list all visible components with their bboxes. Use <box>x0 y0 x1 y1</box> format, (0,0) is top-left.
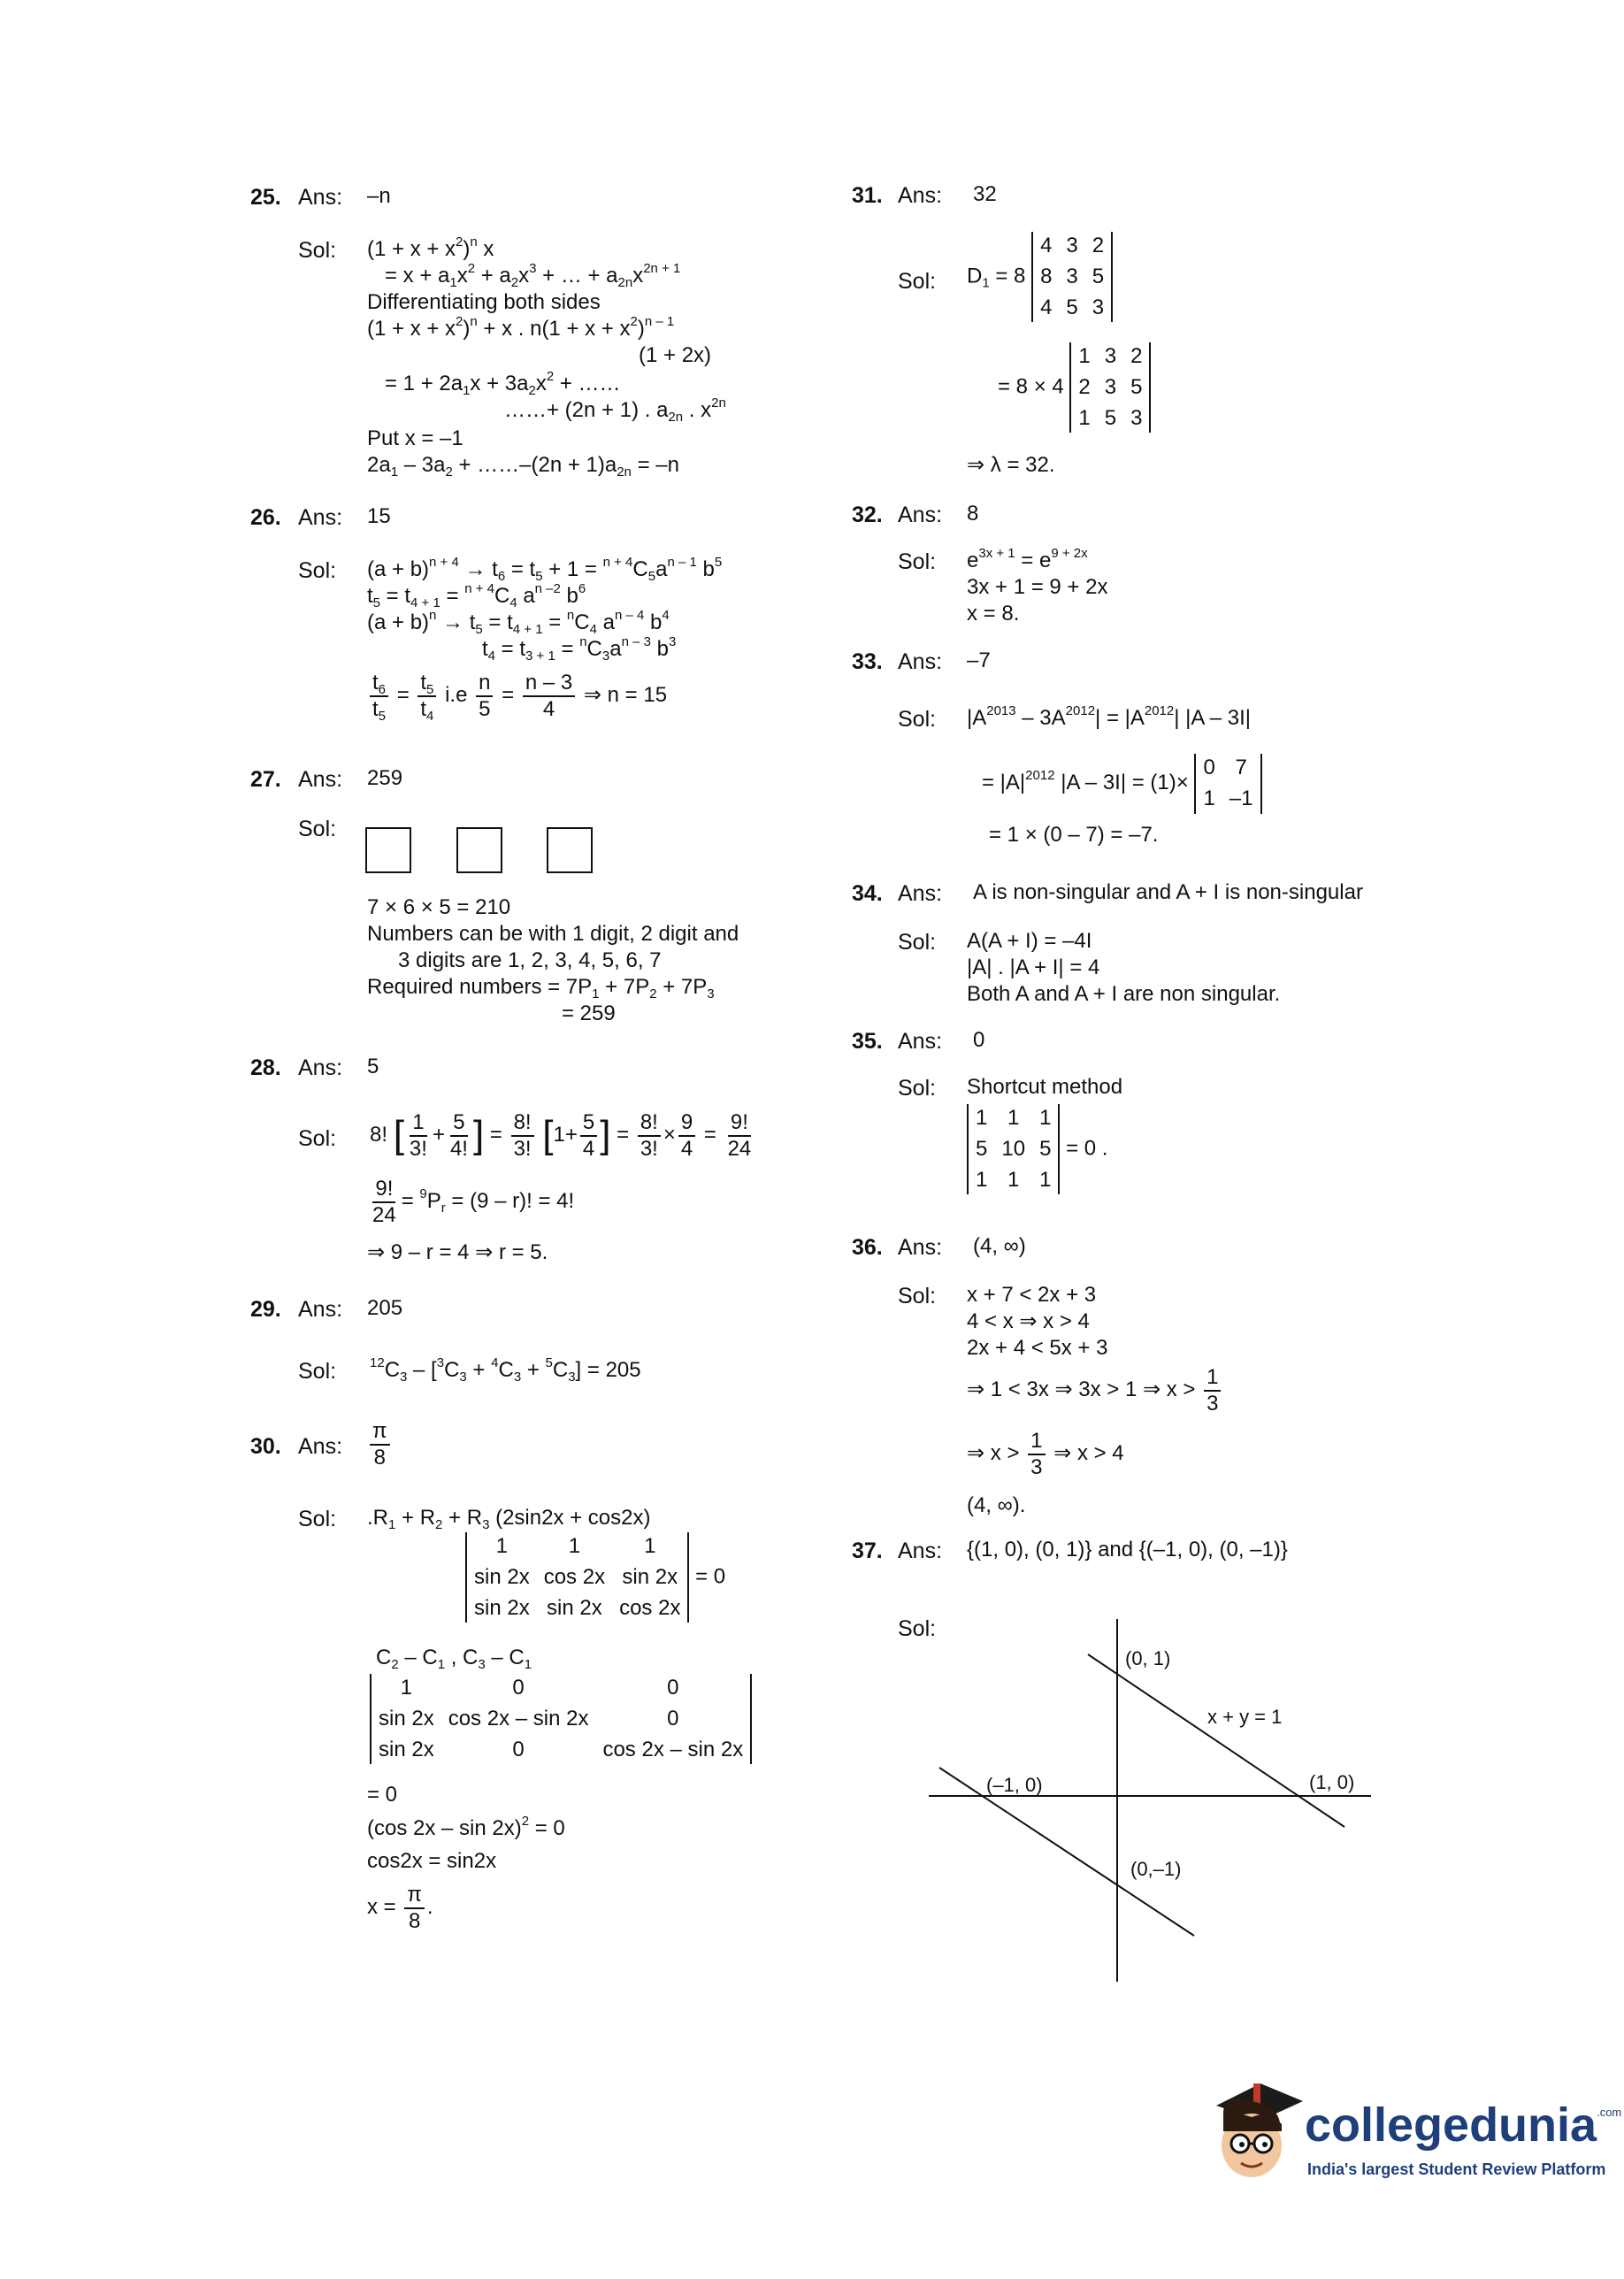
fraction-equation: x = $\frac{\pi}{8}$ . <box>367 1883 433 1933</box>
answer: 15 <box>367 504 391 528</box>
mascot-logo-icon <box>1199 2075 1305 2181</box>
solution-line: 7 × 6 × 5 = 210 <box>367 895 511 919</box>
question-number: 30. <box>250 1434 281 1459</box>
solution-line: = 259 <box>562 1001 616 1025</box>
solution-line: = $1 + 2a_1x + 3a_2x^2$ + …… <box>385 369 621 398</box>
digit-box <box>547 827 593 873</box>
fraction-equation: 8! [ $\frac{1}{3!}$ + $\frac{5}{4!}$ ] = $\frac{8!}{3!}$ [1+ $\frac{5}{4}$ ] = $\frac{8!}{3!}$ × $\frac{9}{4}$ = $\frac{9!}{24}$ <box>370 1110 752 1161</box>
fraction-equation: ⇒ 1 < 3x ⇒ 3x > 1 ⇒ x > $\frac{1}{3}$ <box>967 1365 1223 1416</box>
question-number: 28. <box>250 1055 281 1080</box>
determinant: 1 1 1 sin 2x cos 2x sin 2x sin 2x sin 2x cos 2x <box>465 1532 689 1623</box>
solution-line: $(a + b)^n \to t_5 = t_{4 + 1} = ^nC_4$ $a^{n - 4}$ $b^4$ <box>367 608 670 637</box>
solution-line: ……+ (2n + 1) . $a_{2n}$ . $x^{2n}$ <box>504 395 726 425</box>
solution-line: Put x = –1 <box>367 426 463 450</box>
question-number: 29. <box>250 1297 281 1322</box>
sol-label: Sol: <box>298 1507 337 1531</box>
point-label: (1, 0) <box>1309 1771 1355 1793</box>
answer: 8 <box>967 502 979 526</box>
ans-label: Ans: <box>898 881 943 906</box>
line-x-plus-y-1 <box>1088 1654 1344 1827</box>
line-x-plus-y-minus-1 <box>939 1768 1194 1936</box>
logo-wordmark: collegedunia$^{.com}$ <box>1305 2099 1622 2152</box>
ans-label: Ans: <box>298 767 343 792</box>
solution-line: Required numbers = $7P_1 + 7P_2 + 7P_3$ <box>367 975 715 1001</box>
point-label: (0,–1) <box>1130 1858 1182 1880</box>
ans-label: Ans: <box>898 649 943 674</box>
solution-line: = $x + a_1x^2 + a_2x^3$ + … + $a_{2n}x^{2n + 1}$ <box>385 261 681 290</box>
line-label: x + y = 1 <box>1207 1706 1283 1728</box>
solution-line: $(1 + x + x^2)^n + x$ . $n(1 + x + x^2)^{n - 1}$ <box>367 314 675 341</box>
solution-line: Both A and A + I are non singular. <box>967 982 1281 1006</box>
sol-label: Sol: <box>898 707 937 732</box>
sol-label: Sol: <box>298 1359 337 1384</box>
solution-line: 4 < x ⇒ x > 4 <box>967 1309 1090 1333</box>
question-number: 37. <box>852 1539 883 1563</box>
question-number: 27. <box>250 767 281 792</box>
solution-line: $2a_1 - 3a_2$ + ……–(2n + $1)a_{2n} = -n$ <box>367 453 679 480</box>
determinant-equation: 1 1 1 sin 2x cos 2x sin 2x sin 2x sin 2x cos 2x = 0 <box>465 1532 725 1623</box>
answer: 5 <box>367 1055 379 1078</box>
solution-line: $^{12}C_3 - [^3C_3 + ^4C_3 + ^5C_3] = 205$ <box>370 1355 641 1385</box>
ans-label: Ans: <box>298 1297 343 1322</box>
answer: (4, ∞) <box>973 1234 1026 1258</box>
fraction-equation: $\frac{9!}{24}$ = $^9P_r = (9 - r)$! = 4! <box>372 1177 575 1227</box>
sol-label: Sol: <box>298 558 337 583</box>
answer: 205 <box>367 1296 403 1320</box>
sol-label: Sol: <box>898 269 937 294</box>
answer: A is non-singular and A + I is non-singular <box>973 880 1363 904</box>
solution-line: A(A + I) = –4I <box>967 929 1092 953</box>
solution-line: 2x + 4 < 5x + 3 <box>967 1336 1108 1360</box>
sol-label: Sol: <box>898 930 937 955</box>
solution-line: 3x + 1 = 9 + 2x <box>967 575 1108 599</box>
ans-label: Ans: <box>298 1434 343 1459</box>
question-number: 25. <box>250 185 281 210</box>
answer: 32 <box>973 182 997 206</box>
solution-line: cos2x = sin2x <box>367 1849 497 1873</box>
point-label: (0, 1) <box>1125 1647 1171 1669</box>
solution-line: $|A^{2013} - 3A^{2012}| = |A^{2012}|$ |A – 3I| <box>967 703 1252 730</box>
digit-box <box>456 827 502 873</box>
solution-line: = 0 <box>367 1783 398 1807</box>
fraction-equation: $\frac{t_6}{t_5}$ = $\frac{t_5}{t_4}$ i.e $\frac{n}{5}$ = $\frac{n - 3}{4}$ ⇒ n = 15 <box>367 671 667 721</box>
solution-line: (1 + 2x) <box>639 343 712 367</box>
determinant-equation: $D_1 = 8$ 4 3 2 8 3 5 4 5 3 <box>967 232 1113 322</box>
sol-label: Sol: <box>298 817 337 841</box>
line-graph <box>929 1610 1389 1991</box>
question-number: 34. <box>852 881 883 906</box>
ans-label: Ans: <box>898 1539 943 1563</box>
ans-label: Ans: <box>898 183 943 208</box>
solution-line: x = 8. <box>967 602 1020 625</box>
answer: {(1, 0), (0, 1)} and {(–1, 0), (0, –1)} <box>967 1538 1288 1562</box>
question-number: 32. <box>852 503 883 527</box>
ans-label: Ans: <box>298 1055 343 1080</box>
sol-label: Sol: <box>298 1126 337 1151</box>
question-number: 33. <box>852 649 883 674</box>
answer: $\frac{\pi}{8}$ <box>367 1419 393 1469</box>
sol-label: Sol: <box>298 238 337 263</box>
answer: 0 <box>973 1028 985 1052</box>
determinant-equation: = 8 × 4 1 3 2 2 3 5 1 5 3 <box>998 342 1151 433</box>
question-number: 31. <box>852 183 883 208</box>
ans-label: Ans: <box>898 1235 943 1260</box>
ans-label: Ans: <box>298 185 343 210</box>
solution-line: Numbers can be with 1 digit, 2 digit and <box>367 922 739 946</box>
solution-line: $t_5 = t_{4 + 1} = ^{n + 4}C_4$ $a^{n -2}$ $b^6$ <box>367 581 586 610</box>
solution-line: $C_2 - C_1$ , $C_3 - C_1$ <box>376 1646 532 1672</box>
question-number: 26. <box>250 505 281 530</box>
solution-line: x + 7 < 2x + 3 <box>967 1283 1097 1307</box>
determinant-equation: = $|A|^{2012}$ |A – 3I| = (1)× 0 7 1 –1 <box>982 754 1262 814</box>
determinant: 1 0 0 sin 2x cos 2x – sin 2x 0 sin 2x 0 cos 2x – sin 2x <box>370 1674 752 1764</box>
sol-label: Sol: <box>898 1076 937 1101</box>
solution-line: (4, ∞). <box>967 1493 1026 1517</box>
question-number: 35. <box>852 1029 883 1054</box>
determinant-equation: 1 1 1 5 10 5 1 1 1 = 0 . <box>967 1104 1107 1194</box>
solution-line: $(1 + x + x^2)^n$ x <box>367 234 494 261</box>
ans-label: Ans: <box>898 503 943 527</box>
solution-line: $e^{3x + 1} = e^{9 + 2x}$ <box>967 546 1088 572</box>
digit-box <box>365 827 411 873</box>
solution-line: (cos 2x – sin 2x)$^2$ = 0 <box>367 1814 565 1840</box>
solution-line: ⇒ λ = 32. <box>967 453 1055 477</box>
solution-line: |A| . |A + I| = 4 <box>967 955 1100 979</box>
logo-tagline: India's largest Student Review Platform <box>1307 2160 1606 2178</box>
solution-line: $t_4 = t_{3 + 1} = ^nC_3a^{n - 3}$ $b^3$ <box>482 634 677 664</box>
solution-line: = 1 × (0 – 7) = –7. <box>989 823 1159 847</box>
solution-line: Differentiating both sides <box>367 290 601 314</box>
ans-label: Ans: <box>898 1029 943 1054</box>
solution-line: 3 digits are 1, 2, 3, 4, 5, 6, 7 <box>398 948 662 972</box>
ans-label: Ans: <box>298 505 343 530</box>
sol-label: Sol: <box>898 1284 937 1308</box>
answer: –n <box>367 184 391 208</box>
solution-line: Shortcut method <box>967 1075 1123 1099</box>
solution-line: ⇒ 9 – r = 4 ⇒ r = 5. <box>367 1240 548 1264</box>
point-label: (–1, 0) <box>986 1774 1043 1796</box>
question-number: 36. <box>852 1235 883 1260</box>
sol-label: Sol: <box>898 549 937 574</box>
solution-line: $.R_1 + R_2 + R_3$ (2sin2x + cos2x) <box>367 1506 651 1532</box>
solution-line: $(a + b)^{n + 4} \to t_6 = t_5 + 1 = ^{n + 4}C_5a^{n - 1}$ $b^5$ <box>367 555 723 584</box>
sol-label: Sol: <box>898 1616 937 1641</box>
fraction-equation: ⇒ x > $\frac{1}{3}$ ⇒ x > 4 <box>967 1429 1124 1479</box>
answer: 259 <box>367 766 403 790</box>
answer: –7 <box>967 648 991 672</box>
